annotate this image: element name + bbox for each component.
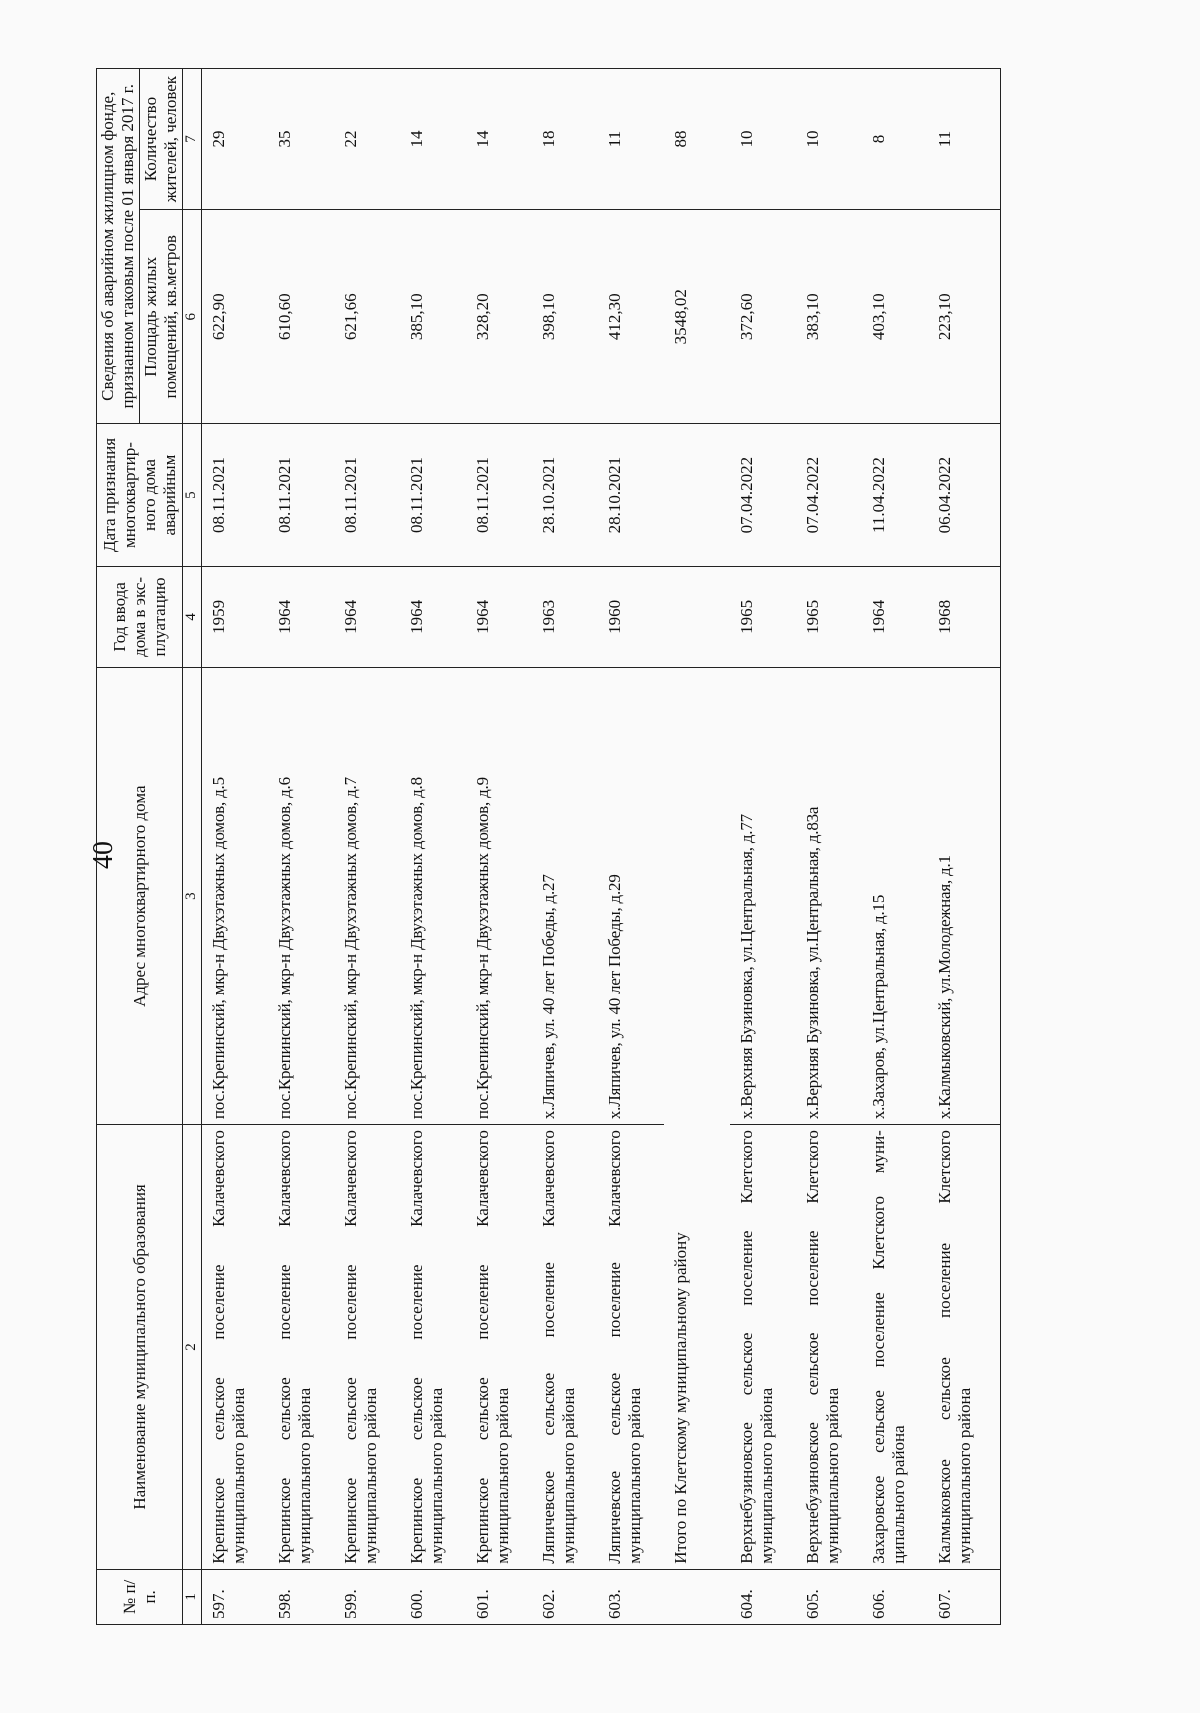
table-row [730,69,796,1625]
residents-count: 11 [598,69,664,210]
living-area: 328,20 [466,210,532,424]
living-area: 621,66 [334,210,400,424]
commission-year: 1964 [400,566,466,668]
commission-year: 1965 [730,566,796,668]
column-numbers-row [183,69,202,1625]
emergency-housing-table [96,68,1001,1625]
header-area: Площадь жилых помещений, кв.метров [140,210,183,424]
recognition-date: 11.04.2022 [862,424,928,566]
living-area: 383,10 [796,210,862,424]
commission-year: 1964 [334,566,400,668]
house-address: х.Захаров, ул.Центральная, д.15 [862,668,928,1125]
commission-year-empty [664,566,730,668]
table-row [466,69,532,1625]
commission-year: 1964 [466,566,532,668]
house-address: пос.Крепинский, мкр-н Двухэтажных домов, д.7 [334,668,400,1125]
house-address: пос.Крепинский, мкр-н Двухэтажных домов, д.5 [201,668,268,1125]
residents-count: 22 [334,69,400,210]
recognition-date-empty [664,424,730,566]
living-area: 398,10 [532,210,598,424]
residents-count: 14 [466,69,532,210]
municipality-name: Ляпичевское сельское поселение Калачевского муниципального района [598,1125,664,1570]
row-number: 607. [928,1569,1001,1624]
living-area: 403,10 [862,210,928,424]
commission-year: 1965 [796,566,862,668]
row-number: 598. [268,1569,334,1624]
municipality-name: Крепинское сельское поселение Калачевского муниципального района [268,1125,334,1570]
column-number: 1 [183,1569,202,1624]
page-number: 40 [88,841,119,869]
recognition-date: 08.11.2021 [400,424,466,566]
recognition-date: 08.11.2021 [466,424,532,566]
subtotal-row [664,69,730,1625]
header-residents: Количество жителей, человек [140,69,183,210]
recognition-date: 08.11.2021 [268,424,334,566]
municipality-name: Калмыковское сельское поселение Клетского муниципального района [928,1125,1001,1570]
subtotal-residents: 88 [664,69,730,210]
column-number: 2 [183,1125,202,1570]
table-row [532,69,598,1625]
row-number: 599. [334,1569,400,1624]
house-address: х.Калмыковский, ул.Молодежная, д.1 [928,668,1001,1125]
table-row [400,69,466,1625]
header-address: Адрес многоквартирного дома [97,668,183,1125]
living-area: 622,90 [201,210,268,424]
residents-count: 29 [201,69,268,210]
recognition-date: 28.10.2021 [598,424,664,566]
municipality-name: Захаровское сельское поселение Клетского муни-ципального района [862,1125,928,1570]
living-area: 223,10 [928,210,1001,424]
column-number: 6 [183,210,202,424]
row-number-empty [664,1569,730,1624]
column-number: 5 [183,424,202,566]
subtotal-area: 3548,02 [664,210,730,424]
living-area: 610,60 [268,210,334,424]
table-row [334,69,400,1625]
recognition-date: 28.10.2021 [532,424,598,566]
residents-count: 10 [796,69,862,210]
living-area: 385,10 [400,210,466,424]
header-recognition-date: Дата признания многоквартир-ного дома аварийным [97,424,183,566]
residents-count: 8 [862,69,928,210]
column-number: 4 [183,566,202,668]
living-area: 372,60 [730,210,796,424]
house-address: х.Верхняя Бузиновка, ул.Центральная, д.83а [796,668,862,1125]
residents-count: 14 [400,69,466,210]
table-row [598,69,664,1625]
header-municipality: Наименование муниципального образования [97,1125,183,1570]
residents-count: 18 [532,69,598,210]
table-row [796,69,862,1625]
row-number: 603. [598,1569,664,1624]
residents-count: 11 [928,69,1001,210]
municipality-name: Верхнебузиновское сельское поселение Клетского муниципального района [796,1125,862,1570]
header-num: № п/п. [97,1569,183,1624]
commission-year: 1964 [268,566,334,668]
table-row [928,69,1001,1625]
house-address: х.Верхняя Бузиновка, ул.Центральная, д.77 [730,668,796,1125]
municipality-name: Крепинское сельское поселение Калачевского муниципального района [466,1125,532,1570]
header-emergency-stock: Сведения об аварийном жилищном фонде, признанном таковым после 01 января 2017 г. [97,69,140,424]
recognition-date: 08.11.2021 [201,424,268,566]
municipality-name: Крепинское сельское поселение Калачевского муниципального района [334,1125,400,1570]
recognition-date: 07.04.2022 [730,424,796,566]
row-number: 602. [532,1569,598,1624]
column-number: 3 [183,668,202,1125]
municipality-name: Ляпичевское сельское поселение Калачевского муниципального района [532,1125,598,1570]
municipality-name: Верхнебузиновское сельское поселение Клетского муниципального района [730,1125,796,1570]
commission-year: 1963 [532,566,598,668]
house-address: пос.Крепинский, мкр-н Двухэтажных домов, д.6 [268,668,334,1125]
living-area: 412,30 [598,210,664,424]
recognition-date: 07.04.2022 [796,424,862,566]
table-row [268,69,334,1625]
residents-count: 35 [268,69,334,210]
commission-year: 1960 [598,566,664,668]
subtotal-label: Итого по Клетскому муниципальному району [664,668,730,1570]
row-number: 604. [730,1569,796,1624]
row-number: 597. [201,1569,268,1624]
house-address: х.Ляпичев, ул. 40 лет Победы, д.27 [532,668,598,1125]
house-address: пос.Крепинский, мкр-н Двухэтажных домов, д.9 [466,668,532,1125]
row-number: 605. [796,1569,862,1624]
commission-year: 1959 [201,566,268,668]
table-row [201,69,268,1625]
header-year: Год ввода дома в экс-плуатацию [97,566,183,668]
commission-year: 1964 [862,566,928,668]
commission-year: 1968 [928,566,1001,668]
row-number: 600. [400,1569,466,1624]
row-number: 606. [862,1569,928,1624]
column-number: 7 [183,69,202,210]
recognition-date: 06.04.2022 [928,424,1001,566]
municipality-name: Крепинское сельское поселение Калачевского муниципального района [201,1125,268,1570]
residents-count: 10 [730,69,796,210]
house-address: х.Ляпичев, ул. 40 лет Победы, д.29 [598,668,664,1125]
table-row [862,69,928,1625]
house-address: пос.Крепинский, мкр-н Двухэтажных домов, д.8 [400,668,466,1125]
row-number: 601. [466,1569,532,1624]
municipality-name: Крепинское сельское поселение Калачевского муниципального района [400,1125,466,1570]
recognition-date: 08.11.2021 [334,424,400,566]
